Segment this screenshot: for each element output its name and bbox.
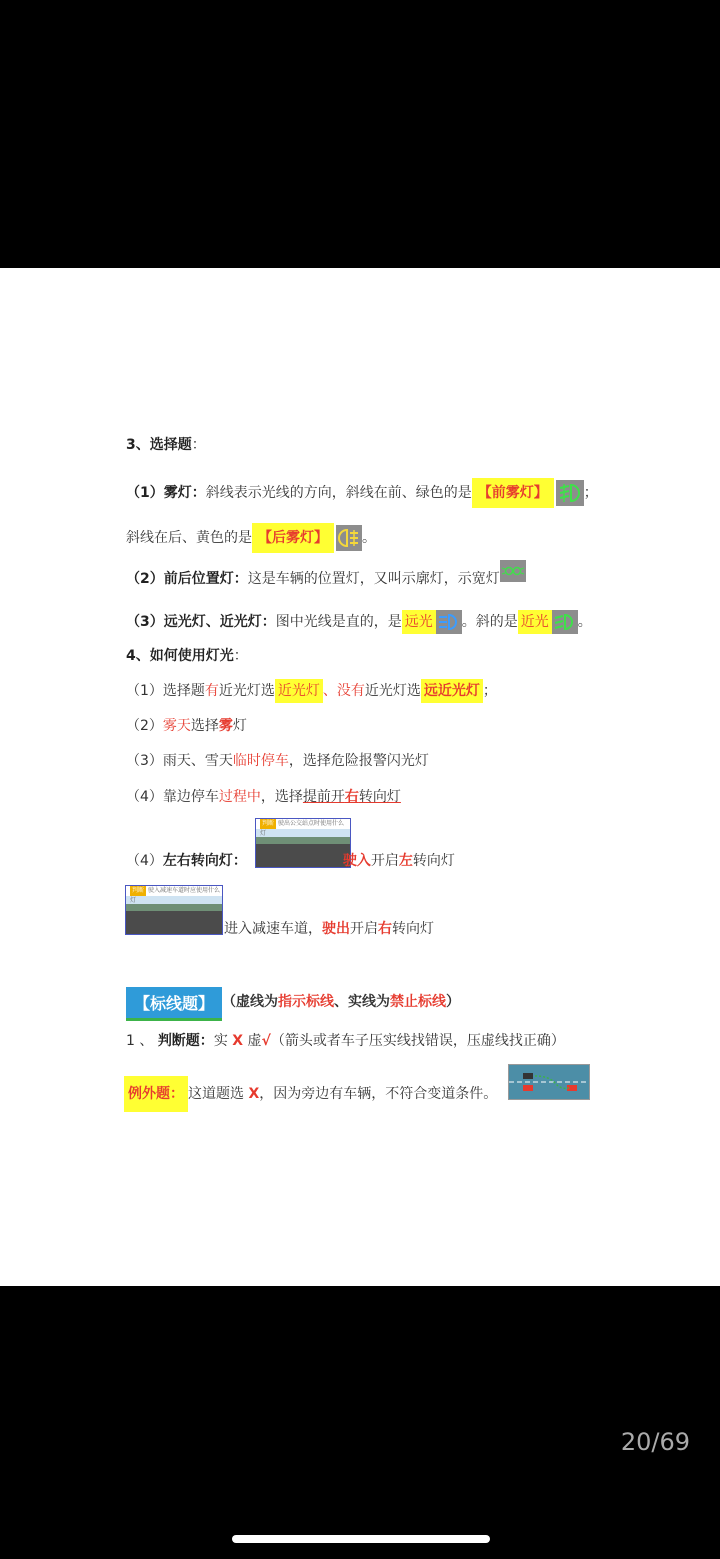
item-number: （4） (126, 853, 163, 869)
text-red: 、 (322, 683, 337, 699)
judge-line (126, 1031, 565, 1051)
text-red-bold: 右 (378, 921, 392, 937)
turn-signal-label: 左右转向灯： (162, 853, 247, 869)
marking-section-title: 【标线题】 (126, 987, 222, 1021)
text: ； (482, 683, 497, 699)
text: 进入减速车道， (224, 921, 322, 937)
text-red: 有 (204, 683, 219, 699)
x-mark: X (248, 1086, 260, 1102)
exception-label: 例外题： (124, 1076, 188, 1112)
text-red-bold: 驶入 (342, 853, 371, 869)
text-red: 没有 (336, 683, 365, 699)
text: 选择题 (162, 683, 205, 699)
section4-heading (126, 646, 248, 666)
item-number: （2） (126, 571, 164, 587)
image-caption (256, 819, 350, 837)
text-red: 过程中 (218, 789, 261, 805)
check-mark: √ (261, 1033, 271, 1049)
text-red-bold: 驶出 (322, 921, 350, 937)
usage-item-4 (126, 787, 401, 807)
text: 靠边停车 (162, 789, 219, 805)
image-tag: 判断 (262, 820, 275, 827)
rear-fog-text: 斜线在后、黄色的是 (126, 530, 252, 546)
text: 、实线为 (334, 994, 390, 1010)
text: （箭头或者车子压实线找错误，压虚线找正确） (270, 1033, 565, 1049)
image-title: 驶出公交站点时使用什么灯 (260, 820, 345, 837)
image-tag: 判断 (132, 887, 145, 894)
text: 近光灯选 (364, 683, 421, 699)
turn-signal-line-2 (224, 919, 434, 939)
beam-text: 图中光线是直的，是 (275, 614, 402, 630)
rear-fog-highlight: 【后雾灯】 (252, 523, 334, 553)
period: 。 (577, 614, 592, 630)
rear-fog-light-icon (336, 525, 362, 551)
fog-line (126, 480, 598, 506)
text: 选择 (190, 718, 219, 734)
text: 近光灯选 (218, 683, 275, 699)
high-low-beam-highlight: 远近光灯 (421, 679, 483, 703)
text: 虚 (247, 1033, 262, 1049)
section3-heading (126, 435, 206, 455)
text-red-bold: 右 (344, 789, 359, 805)
item-number: （1） (126, 683, 163, 699)
text: 开启 (370, 853, 399, 869)
period: 。 (362, 530, 376, 546)
fog-label: 雾灯： (163, 485, 206, 501)
text: 这道题选 (188, 1086, 244, 1102)
high-beam-highlight: 远光 (402, 610, 436, 634)
front-fog-light-icon (556, 480, 584, 506)
lane-change-image (508, 1064, 590, 1100)
page-indicator: 20/69 (620, 1428, 690, 1456)
usage-item-3 (126, 751, 429, 771)
x-mark: X (232, 1033, 244, 1049)
position-light-line (126, 568, 526, 590)
beam-label: 远光灯、近光灯： (163, 614, 276, 630)
image-caption (126, 886, 222, 904)
marking-subtitle (222, 992, 460, 1012)
judge-label: 判断题： (157, 1033, 214, 1049)
document-page (0, 268, 720, 1286)
text: ，因为旁边有车辆，不符合变道条件。 (259, 1086, 498, 1102)
front-fog-highlight: 【前雾灯】 (472, 478, 554, 508)
item-number: （3） (126, 753, 163, 769)
colon: ： (233, 648, 248, 664)
item-number: （1） (126, 485, 164, 501)
item-number: （4） (126, 789, 163, 805)
turn-signal-image-2 (125, 885, 223, 935)
text: 灯 (232, 718, 247, 734)
position-light-icon (500, 560, 526, 582)
text: 虚线为 (236, 994, 278, 1010)
item-number: 1 、 (126, 1033, 154, 1049)
low-beam-highlight: 近光灯 (275, 679, 323, 703)
text-red-bold: 左 (398, 853, 413, 869)
colon: ： (191, 437, 206, 453)
text: ，选择 (260, 789, 303, 805)
item-number: （2） (126, 718, 163, 734)
text: 实 (213, 1033, 228, 1049)
text-red: 雾天 (162, 718, 191, 734)
usage-item-1 (126, 681, 497, 701)
text: ，选择危险报警闪光灯 (288, 753, 429, 769)
text-underlined: 提前开 (302, 789, 345, 805)
text: 开启 (350, 921, 378, 937)
high-beam-icon (436, 610, 462, 634)
rear-fog-line (126, 525, 376, 551)
text: ） (446, 994, 460, 1010)
semicolon: ； (583, 485, 598, 501)
text: （ (222, 994, 236, 1010)
usage-item-2 (126, 716, 247, 736)
low-beam-highlight: 近光 (518, 610, 552, 634)
position-label: 前后位置灯： (163, 571, 248, 587)
text: 转向灯 (392, 921, 434, 937)
text: 雨天、雪天 (162, 753, 233, 769)
fog-text: 斜线表示光线的方向，斜线在前、绿色的是 (205, 485, 472, 501)
text-red: 禁止标线 (390, 994, 446, 1010)
item-number: （3） (126, 614, 164, 630)
section3-title: 3、选择题 (126, 437, 192, 453)
image-title: 驶入减速车道时应使用什么灯 (130, 887, 221, 904)
exception-line (124, 1084, 497, 1104)
text-underlined: 转向灯 (358, 789, 401, 805)
lane-diagram (509, 1065, 589, 1099)
text: 转向灯 (412, 853, 455, 869)
text-red-bold: 雾 (218, 718, 233, 734)
turn-signal-line-1 (126, 851, 455, 871)
beam-line (126, 610, 592, 634)
position-text: 这是车辆的位置灯，又叫示廓灯，示宽灯 (247, 571, 500, 587)
text-red: 临时停车 (232, 753, 289, 769)
text-red: 指示标线 (278, 994, 334, 1010)
home-indicator[interactable] (232, 1535, 490, 1543)
section4-title: 4、如何使用灯光 (126, 648, 234, 664)
low-beam-icon (552, 610, 578, 634)
beam-mid-text: 。斜的是 (461, 614, 518, 630)
